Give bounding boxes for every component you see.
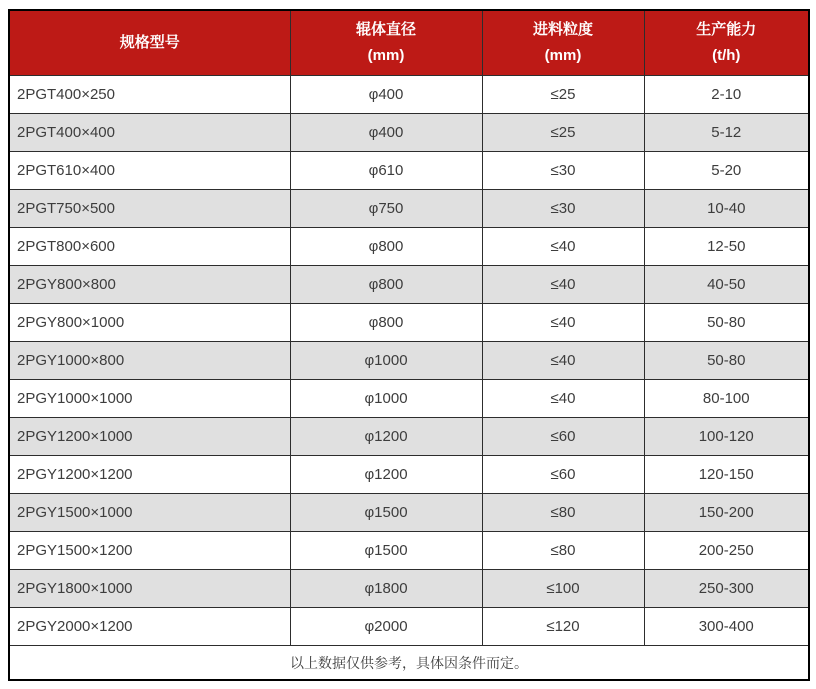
table-row xyxy=(9,418,809,456)
feed-size-cell: ≤40 xyxy=(482,266,644,304)
capacity-cell: 2-10 xyxy=(644,76,809,114)
header-roller-diameter-unit: (mm) xyxy=(367,47,405,64)
diameter-cell: φ1000 xyxy=(290,342,482,380)
header-model xyxy=(9,10,290,76)
model-cell: 2PGY800×1000 xyxy=(9,304,290,342)
header-roller-diameter xyxy=(290,10,482,76)
capacity-cell: 5-12 xyxy=(644,114,809,152)
feed-size-cell: ≤40 xyxy=(482,304,644,342)
table-row xyxy=(9,342,809,380)
model-cell: 2PGY1800×1000 xyxy=(9,570,290,608)
capacity-cell: 250-300 xyxy=(644,570,809,608)
capacity-cell: 120-150 xyxy=(644,456,809,494)
header-capacity xyxy=(644,10,809,76)
header-row xyxy=(9,10,809,76)
table-row xyxy=(9,532,809,570)
feed-size-cell: ≤40 xyxy=(482,342,644,380)
diameter-cell: φ1800 xyxy=(290,570,482,608)
model-cell: 2PGY1200×1000 xyxy=(9,418,290,456)
model-cell: 2PGY800×800 xyxy=(9,266,290,304)
capacity-cell: 50-80 xyxy=(644,342,809,380)
feed-size-cell: ≤100 xyxy=(482,570,644,608)
feed-size-cell: ≤25 xyxy=(482,114,644,152)
footer-row xyxy=(9,646,809,681)
header-feed-size-label: 进料粒度 xyxy=(532,21,593,38)
model-cell: 2PGY1500×1000 xyxy=(9,494,290,532)
header-roller-diameter-label: 辊体直径 xyxy=(355,21,416,38)
feed-size-cell: ≤40 xyxy=(482,228,644,266)
diameter-cell: φ750 xyxy=(290,190,482,228)
table-row xyxy=(9,456,809,494)
model-cell: 2PGY1000×800 xyxy=(9,342,290,380)
table-row xyxy=(9,266,809,304)
diameter-cell: φ610 xyxy=(290,152,482,190)
model-cell: 2PGT400×400 xyxy=(9,114,290,152)
diameter-cell: φ1200 xyxy=(290,456,482,494)
model-cell: 2PGY1200×1200 xyxy=(9,456,290,494)
diameter-cell: φ400 xyxy=(290,114,482,152)
capacity-cell: 50-80 xyxy=(644,304,809,342)
table-row xyxy=(9,228,809,266)
header-capacity-label: 生产能力 xyxy=(696,21,757,38)
model-cell: 2PGY1000×1000 xyxy=(9,380,290,418)
feed-size-cell: ≤80 xyxy=(482,494,644,532)
footer-note: 以上数据仅供参考，具体因条件而定。 xyxy=(9,646,809,681)
table-row xyxy=(9,494,809,532)
capacity-cell: 80-100 xyxy=(644,380,809,418)
table-row xyxy=(9,304,809,342)
table-row xyxy=(9,190,809,228)
header-model-label: 规格型号 xyxy=(119,34,180,51)
spec-table xyxy=(8,9,810,681)
feed-size-cell: ≤30 xyxy=(482,152,644,190)
feed-size-cell: ≤60 xyxy=(482,418,644,456)
table-row xyxy=(9,570,809,608)
table-row xyxy=(9,76,809,114)
capacity-cell: 200-250 xyxy=(644,532,809,570)
table-row xyxy=(9,608,809,646)
feed-size-cell: ≤60 xyxy=(482,456,644,494)
feed-size-cell: ≤40 xyxy=(482,380,644,418)
diameter-cell: φ1000 xyxy=(290,380,482,418)
capacity-cell: 40-50 xyxy=(644,266,809,304)
diameter-cell: φ1500 xyxy=(290,494,482,532)
capacity-cell: 300-400 xyxy=(644,608,809,646)
capacity-cell: 100-120 xyxy=(644,418,809,456)
model-cell: 2PGY2000×1200 xyxy=(9,608,290,646)
model-cell: 2PGT750×500 xyxy=(9,190,290,228)
diameter-cell: φ800 xyxy=(290,228,482,266)
table-row xyxy=(9,152,809,190)
feed-size-cell: ≤25 xyxy=(482,76,644,114)
diameter-cell: φ800 xyxy=(290,266,482,304)
diameter-cell: φ2000 xyxy=(290,608,482,646)
feed-size-cell: ≤80 xyxy=(482,532,644,570)
feed-size-cell: ≤30 xyxy=(482,190,644,228)
table-row xyxy=(9,380,809,418)
capacity-cell: 150-200 xyxy=(644,494,809,532)
header-capacity-unit: (t/h) xyxy=(712,47,741,64)
capacity-cell: 12-50 xyxy=(644,228,809,266)
model-cell: 2PGY1500×1200 xyxy=(9,532,290,570)
model-cell: 2PGT800×600 xyxy=(9,228,290,266)
diameter-cell: φ400 xyxy=(290,76,482,114)
capacity-cell: 5-20 xyxy=(644,152,809,190)
capacity-cell: 10-40 xyxy=(644,190,809,228)
table-row xyxy=(9,114,809,152)
diameter-cell: φ1500 xyxy=(290,532,482,570)
diameter-cell: φ800 xyxy=(290,304,482,342)
model-cell: 2PGT610×400 xyxy=(9,152,290,190)
feed-size-cell: ≤120 xyxy=(482,608,644,646)
diameter-cell: φ1200 xyxy=(290,418,482,456)
header-feed-size xyxy=(482,10,644,76)
model-cell: 2PGT400×250 xyxy=(9,76,290,114)
header-feed-size-unit: (mm) xyxy=(544,47,582,64)
